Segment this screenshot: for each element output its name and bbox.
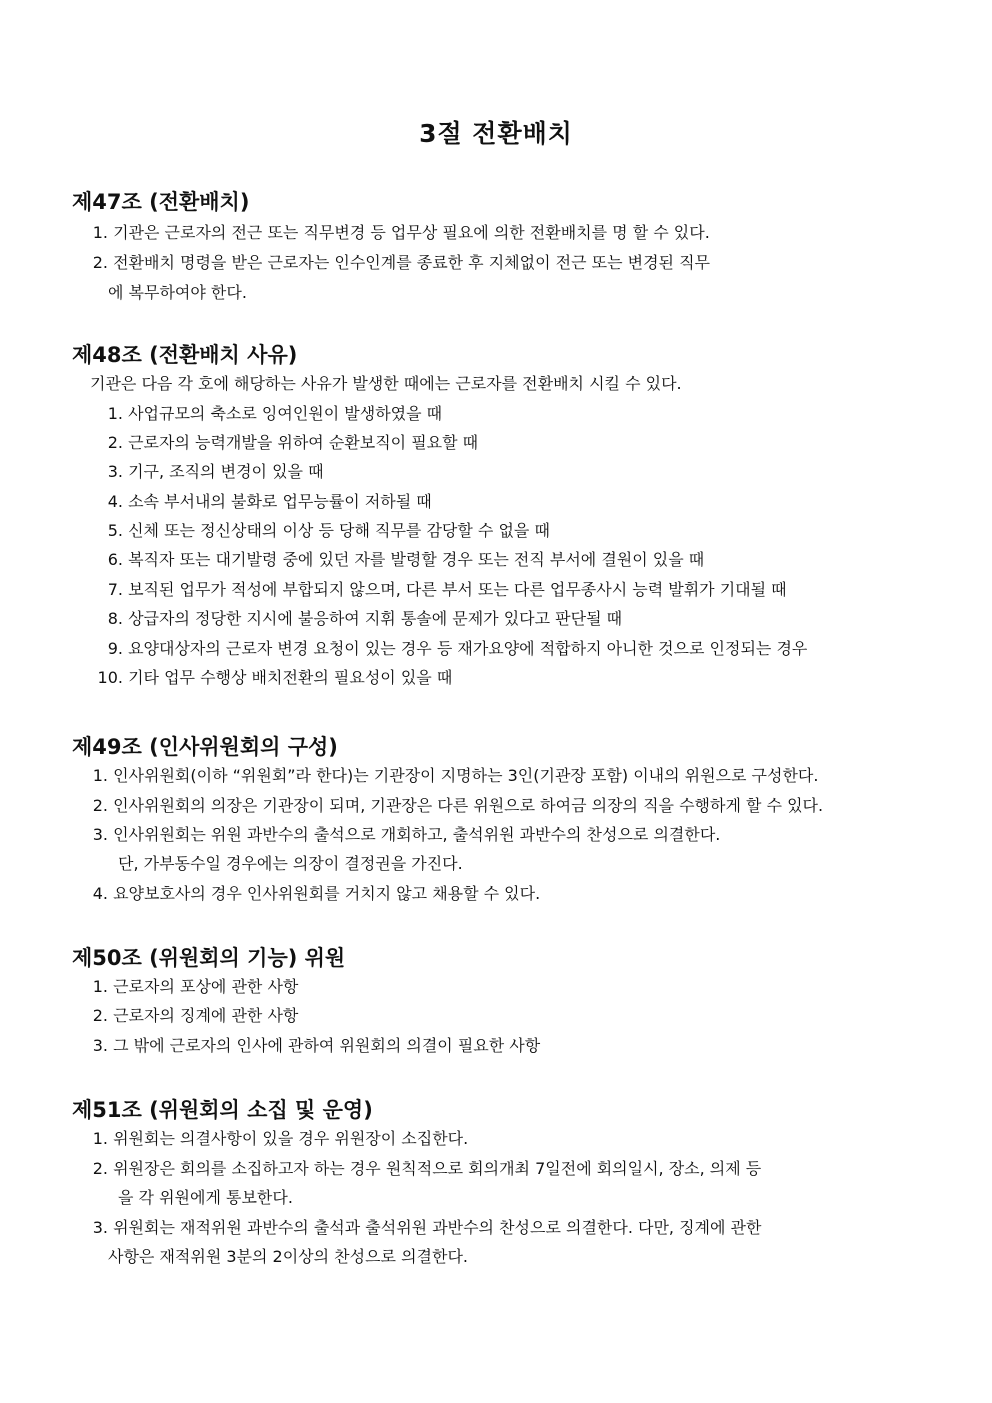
item-text: 인사위원회(이하 “위원회”라 한다)는 기관장이 지명하는 3인(기관장 포함) 이내의 위원으로 구성한다. bbox=[113, 766, 819, 785]
list-item bbox=[96, 520, 550, 542]
list-item bbox=[88, 1217, 761, 1239]
item-number: 3. bbox=[107, 462, 123, 481]
item-text: 신체 또는 정신상태의 이상 등 당해 직무를 감당할 수 없을 때 bbox=[128, 521, 550, 540]
list-item bbox=[88, 795, 823, 817]
list-item bbox=[88, 824, 720, 846]
item-text: 기관은 근로자의 전근 또는 직무변경 등 업무상 필요에 의한 전환배치를 명 할 수 있다. bbox=[113, 223, 710, 242]
article-47-heading: 제47조 (전환배치) bbox=[72, 190, 250, 214]
item-text: 전환배치 명령을 받은 근로자는 인수인계를 종료한 후 지체없이 전근 또는 변경된 직무 bbox=[113, 253, 710, 272]
item-text: 기타 업무 수행상 배치전환의 필요성이 있을 때 bbox=[128, 668, 453, 687]
list-item bbox=[96, 491, 432, 513]
list-item bbox=[96, 403, 442, 425]
item-text: 상급자의 정당한 지시에 불응하여 지휘 통솔에 문제가 있다고 판단될 때 bbox=[128, 609, 623, 628]
item-number: 1. bbox=[107, 404, 123, 423]
item-text: 요양보호사의 경우 인사위원회를 거치지 않고 채용할 수 있다. bbox=[113, 884, 541, 903]
item-text: 복직자 또는 대기발령 중에 있던 자를 발령할 경우 또는 전직 부서에 결원이 있을 때 bbox=[128, 550, 705, 569]
item-number: 7. bbox=[107, 580, 123, 599]
item-number: 9. bbox=[107, 639, 123, 658]
item-number: 2. bbox=[92, 1006, 108, 1025]
item-continuation: 을 각 위원에게 통보한다. bbox=[118, 1188, 293, 1207]
item-number: 3. bbox=[92, 1218, 108, 1237]
item-text: 그 밖에 근로자의 인사에 관하여 위원회의 의결이 필요한 사항 bbox=[113, 1036, 541, 1055]
item-continuation: 에 복무하여야 한다. bbox=[108, 283, 247, 302]
article-50-heading: 제50조 (위원회의 기능) 위원 bbox=[72, 946, 346, 970]
list-item bbox=[96, 549, 704, 571]
item-number: 8. bbox=[107, 609, 123, 628]
item-text: 근로자의 포상에 관한 사항 bbox=[113, 977, 299, 996]
item-number: 1. bbox=[92, 766, 108, 785]
article-51-heading: 제51조 (위원회의 소집 및 운영) bbox=[72, 1098, 373, 1122]
item-number: 1. bbox=[92, 977, 108, 996]
list-item bbox=[96, 638, 807, 660]
list-item bbox=[88, 1128, 468, 1150]
item-number: 1. bbox=[92, 223, 108, 242]
list-item bbox=[88, 1035, 540, 1057]
item-text: 사업규모의 축소로 잉여인원이 발생하였을 때 bbox=[128, 404, 443, 423]
list-item bbox=[88, 1005, 298, 1027]
item-number: 5. bbox=[107, 521, 123, 540]
item-number: 2. bbox=[92, 796, 108, 815]
item-text: 기구, 조직의 변경이 있을 때 bbox=[128, 462, 324, 481]
item-number: 4. bbox=[107, 492, 123, 511]
item-text: 근로자의 징계에 관한 사항 bbox=[113, 1006, 299, 1025]
item-number: 2. bbox=[92, 1159, 108, 1178]
item-continuation: 단, 가부동수일 경우에는 의장이 결정권을 가진다. bbox=[118, 854, 463, 873]
list-item bbox=[96, 579, 787, 601]
item-text: 요양대상자의 근로자 변경 요청이 있는 경우 등 재가요양에 적합하지 아니한 것으로 인정되는 경우 bbox=[128, 639, 808, 658]
item-text: 보직된 업무가 적성에 부합되지 않으며, 다른 부서 또는 다른 업무종사시 능력 발휘가 기대될 때 bbox=[128, 580, 787, 599]
item-text: 위원회는 의결사항이 있을 경우 위원장이 소집한다. bbox=[113, 1129, 469, 1148]
item-text: 소속 부서내의 불화로 업무능률이 저하될 때 bbox=[128, 492, 432, 511]
list-item bbox=[96, 667, 452, 689]
item-text: 인사위원회의 의장은 기관장이 되며, 기관장은 다른 위원으로 하여금 의장의 직을 수행하게 할 수 있다. bbox=[113, 796, 824, 815]
list-item bbox=[88, 1158, 761, 1180]
item-number: 1. bbox=[92, 1129, 108, 1148]
item-number: 4. bbox=[92, 884, 108, 903]
list-item bbox=[88, 222, 710, 244]
list-item bbox=[88, 976, 298, 998]
item-number: 3. bbox=[92, 825, 108, 844]
item-number: 10. bbox=[97, 668, 123, 687]
list-item bbox=[88, 252, 710, 274]
item-text: 근로자의 능력개발을 위하여 순환보직이 필요할 때 bbox=[128, 433, 479, 452]
list-item bbox=[88, 883, 540, 905]
item-text: 인사위원회는 위원 과반수의 출석으로 개회하고, 출석위원 과반수의 찬성으로 의결한다. bbox=[113, 825, 721, 844]
item-text: 위원회는 재적위원 과반수의 출석과 출석위원 과반수의 찬성으로 의결한다. 다만, 징계에 관한 bbox=[113, 1218, 762, 1237]
list-item bbox=[96, 461, 324, 483]
page-title: 3절 전환배치 bbox=[419, 119, 573, 148]
item-text: 위원장은 회의를 소집하고자 하는 경우 원칙적으로 회의개최 7일전에 회의일시, 장소, 의제 등 bbox=[113, 1159, 762, 1178]
article-49-heading: 제49조 (인사위원회의 구성) bbox=[72, 735, 338, 759]
item-continuation: 사항은 재적위원 3분의 2이상의 찬성으로 의결한다. bbox=[108, 1247, 468, 1266]
item-number: 6. bbox=[107, 550, 123, 569]
list-item bbox=[88, 765, 818, 787]
list-item bbox=[96, 432, 478, 454]
item-number: 3. bbox=[92, 1036, 108, 1055]
article-48-intro: 기관은 다음 각 호에 해당하는 사유가 발생한 때에는 근로자를 전환배치 시킬 수 있다. bbox=[90, 374, 682, 393]
list-item bbox=[96, 608, 622, 630]
article-48-heading: 제48조 (전환배치 사유) bbox=[72, 343, 298, 367]
item-number: 2. bbox=[107, 433, 123, 452]
item-number: 2. bbox=[92, 253, 108, 272]
